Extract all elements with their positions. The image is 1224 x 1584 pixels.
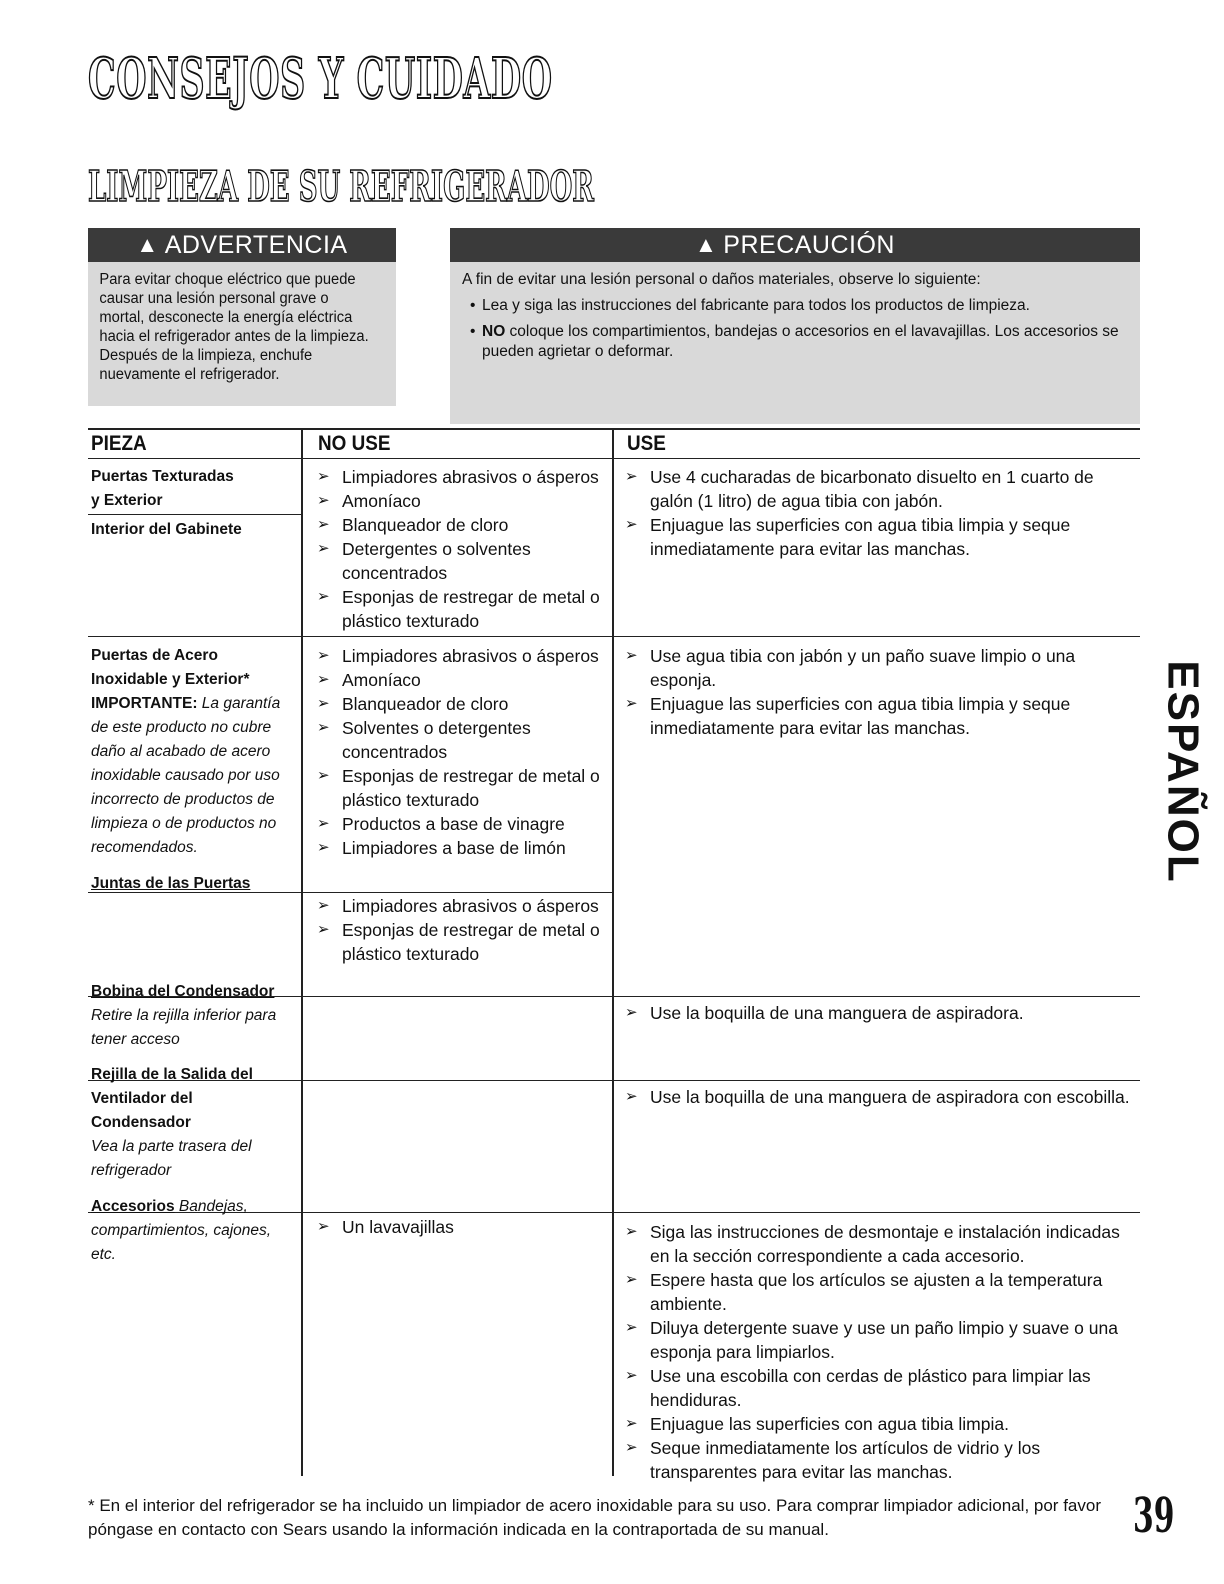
warning-box xyxy=(88,228,396,406)
footnote: * En el interior del refrigerador se ha incluido un limpiador de acero inoxidable para su uso. Para comprar limpiador adicional, por favor póngase en contacto con Sears usando la información indicada en la contraportada de su manual. xyxy=(88,1496,1101,1539)
list-item: ➢ Esponjas de restregar de metal o plástico texturado xyxy=(317,918,607,966)
caution-triangle-icon: ▲ xyxy=(695,232,718,257)
header-pieza: PIEZA xyxy=(91,432,147,455)
section-title: LIMPIEZA DE SU REFRIGERADOR xyxy=(88,162,594,211)
list-item: ➢ Limpiadores abrasivos o ásperos xyxy=(317,465,607,489)
pieza-cabinet-interior: Interior del Gabinete xyxy=(91,521,242,538)
row3-no-use-list xyxy=(317,894,607,966)
row6-no-use-list xyxy=(317,1215,607,1239)
caution-bullet-text: coloque los compartimientos, bandejas o accesorios en el lavavajillas. Los accesorios se pueden agrietar o deformar. xyxy=(482,323,1119,360)
important-label: IMPORTANTE: xyxy=(91,695,198,712)
important-note: La garantía de este producto no cubre daño al acabado de acero inoxidable causado por uso incorrecto de productos de limpieza o de productos no recomendados. xyxy=(91,695,281,856)
row1-use-list xyxy=(625,465,1135,561)
list-item: ➢ Use la boquilla de una manguera de aspiradora. xyxy=(625,1001,1135,1025)
pieza-door-gaskets: Juntas de las Puertas xyxy=(91,875,251,892)
row5-use-list xyxy=(625,1085,1135,1109)
row1-no-use-list xyxy=(317,465,607,633)
language-label: ESPAÑOL xyxy=(1159,660,1208,884)
row-rule xyxy=(88,514,301,515)
list-item: ➢ Limpiadores abrasivos o ásperos xyxy=(317,644,607,668)
row2-use-list xyxy=(625,644,1135,740)
warning-triangle-icon: ▲ xyxy=(136,232,159,257)
caution-heading: PRECAUCIÓN xyxy=(723,230,895,259)
list-item: ➢ Solventes o detergentes concentrados xyxy=(317,716,607,764)
list-item: ➢ Productos a base de vinagre xyxy=(317,812,607,836)
page-title: CONSEJOS Y CUIDADO xyxy=(88,46,553,112)
column-divider xyxy=(612,428,614,1476)
row2-no-use-list xyxy=(317,644,607,860)
caution-bullet xyxy=(462,322,1128,362)
caution-box xyxy=(450,228,1140,424)
caution-intro: A fin de evitar una lesión personal o daños materiales, observe lo siguiente: xyxy=(462,271,981,288)
table-top-rule xyxy=(88,428,1140,430)
list-item: ➢ Diluya detergente suave y use un paño limpio y suave o una esponja para limpiarlos. xyxy=(625,1316,1137,1364)
pieza-stainless-title: Puertas de Acero Inoxidable y Exterior* xyxy=(91,647,250,688)
list-item: ➢ Amoníaco xyxy=(317,668,607,692)
list-item: ➢ Detergentes o solventes concentrados xyxy=(317,537,607,585)
caution-header xyxy=(450,228,1140,262)
list-item: ➢ Seque inmediatamente los artículos de vidrio y los transparentes para evitar las manchas. xyxy=(625,1436,1137,1484)
list-item: ➢ Un lavavajillas xyxy=(317,1215,607,1239)
pieza-fan-grille xyxy=(91,1063,296,1183)
row6-use-list xyxy=(625,1220,1137,1484)
list-item: ➢ Use una escobilla con cerdas de plástico para limpiar las hendiduras. xyxy=(625,1364,1137,1412)
pieza-fan-grille-title: Rejilla de la Salida del Ventilador del Condensador xyxy=(91,1066,253,1131)
language-tab xyxy=(1153,660,1213,884)
warning-header xyxy=(88,228,396,262)
header-use: USE xyxy=(627,432,666,455)
row-rule xyxy=(88,636,1140,637)
pieza-condenser-note: Retire la rejilla inferior para tener acceso xyxy=(91,1007,277,1048)
list-item: ➢ Siga las instrucciones de desmontaje e instalación indicadas en la sección correspondiente a cada accesorio. xyxy=(625,1220,1137,1268)
caution-bullet: • Lea y siga las instrucciones del fabricante para todos los productos de limpieza. xyxy=(462,296,1128,316)
list-item: ➢ Limpiadores a base de limón xyxy=(317,836,607,860)
list-item: ➢ Espere hasta que los artículos se ajusten a la temperatura ambiente. xyxy=(625,1268,1137,1316)
pieza-accessories-note: Bandejas, compartimientos, cajones, etc. xyxy=(91,1198,272,1263)
warning-heading: ADVERTENCIA xyxy=(164,230,348,259)
list-item: ➢ Use 4 cucharadas de bicarbonato disuelto en 1 cuarto de galón (1 litro) de agua tibia con jabón. xyxy=(625,465,1135,513)
pieza-accessories-title: Accesorios xyxy=(91,1198,175,1215)
list-item: ➢ Enjuague las superficies con agua tibia limpia y seque inmediatamente para evitar las manchas. xyxy=(625,692,1135,740)
row4-use-list xyxy=(625,1001,1135,1025)
list-item: ➢ Use agua tibia con jabón y un paño suave limpio o una esponja. xyxy=(625,644,1135,692)
pieza-textured-doors: Puertas Texturadas y Exterior xyxy=(91,468,234,509)
list-item: ➢ Limpiadores abrasivos o ásperos xyxy=(317,894,607,918)
list-item: ➢ Use la boquilla de una manguera de aspiradora con escobilla. xyxy=(625,1085,1135,1109)
header-no-use: NO USE xyxy=(318,432,391,455)
header-rule xyxy=(88,458,1140,459)
page-number: 39 xyxy=(1133,1488,1175,1544)
list-item: ➢ Blanqueador de cloro xyxy=(317,513,607,537)
caution-no-emphasis: NO xyxy=(482,323,506,340)
list-item: ➢ Blanqueador de cloro xyxy=(317,692,607,716)
pieza-accessories xyxy=(91,1195,296,1267)
pieza-fan-grille-note: Vea la parte trasera del refrigerador xyxy=(91,1138,252,1179)
column-divider xyxy=(301,428,303,1476)
warning-text: Para evitar choque eléctrico que puede causar una lesión personal grave o mortal, desconecte la energía eléctrica hacia el refrigerador antes de la limpieza. Después de la limpieza, enchufe nuevamente el refrigerador. xyxy=(99,271,369,383)
list-item: ➢ Amoníaco xyxy=(317,489,607,513)
list-item: ➢ Enjuague las superficies con agua tibia limpia. xyxy=(625,1412,1137,1436)
list-item: ➢ Esponjas de restregar de metal o plástico texturado xyxy=(317,585,607,633)
pieza-condenser-title: Bobina del Condensador xyxy=(91,983,275,1000)
pieza-stainless-doors xyxy=(91,644,296,860)
list-item: ➢ Esponjas de restregar de metal o plástico texturado xyxy=(317,764,607,812)
list-item: ➢ Enjuague las superficies con agua tibia limpia y seque inmediatamente para evitar las manchas. xyxy=(625,513,1135,561)
pieza-condenser-coil xyxy=(91,980,296,1052)
